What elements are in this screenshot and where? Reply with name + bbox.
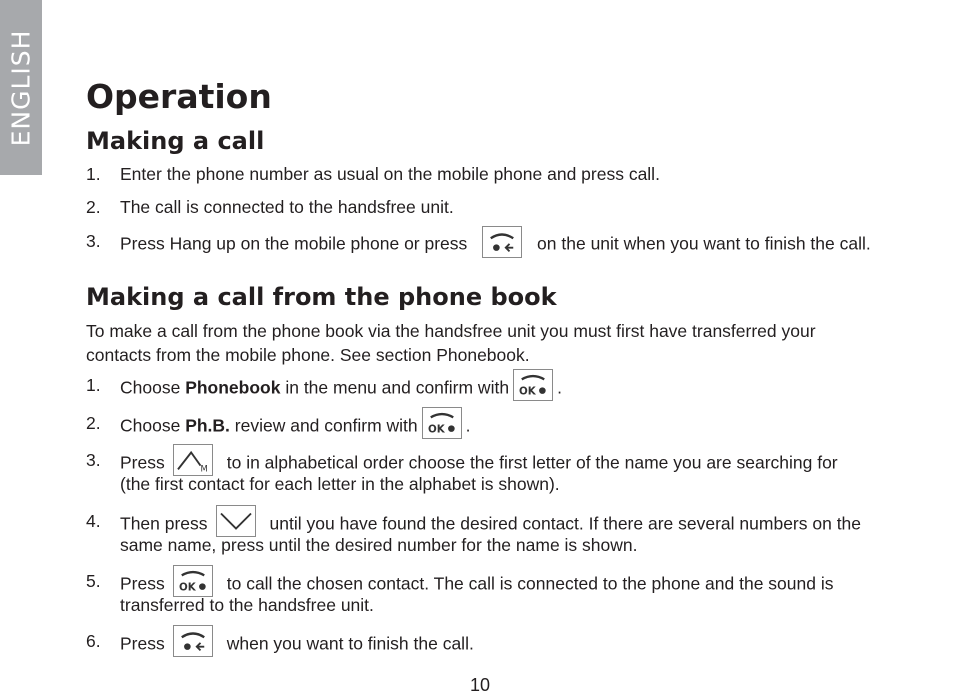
language-label: ENGLISH: [6, 29, 36, 147]
language-side-tab: [0, 0, 42, 175]
svg-text:OK: OK: [178, 581, 196, 594]
ok-call-key-icon: [513, 369, 553, 401]
hangup-key-icon: [173, 625, 213, 657]
svg-text:M: M: [200, 463, 208, 474]
intro-paragraph: To make a call from the phone book via the handsfree unit you must first have transferred your contacts from the mobile phone. See section Phonebook.: [86, 321, 816, 365]
section-heading-making-call: Making a call: [86, 127, 265, 155]
section-heading-phone-book: Making a call from the phone book: [86, 283, 557, 311]
hangup-key-icon: [482, 226, 522, 258]
page-title: Operation: [86, 77, 272, 116]
page-number: 10: [469, 675, 491, 695]
ok-call-key-icon: [422, 407, 462, 439]
svg-text:OK: OK: [427, 423, 445, 436]
svg-text:OK: OK: [519, 385, 536, 398]
